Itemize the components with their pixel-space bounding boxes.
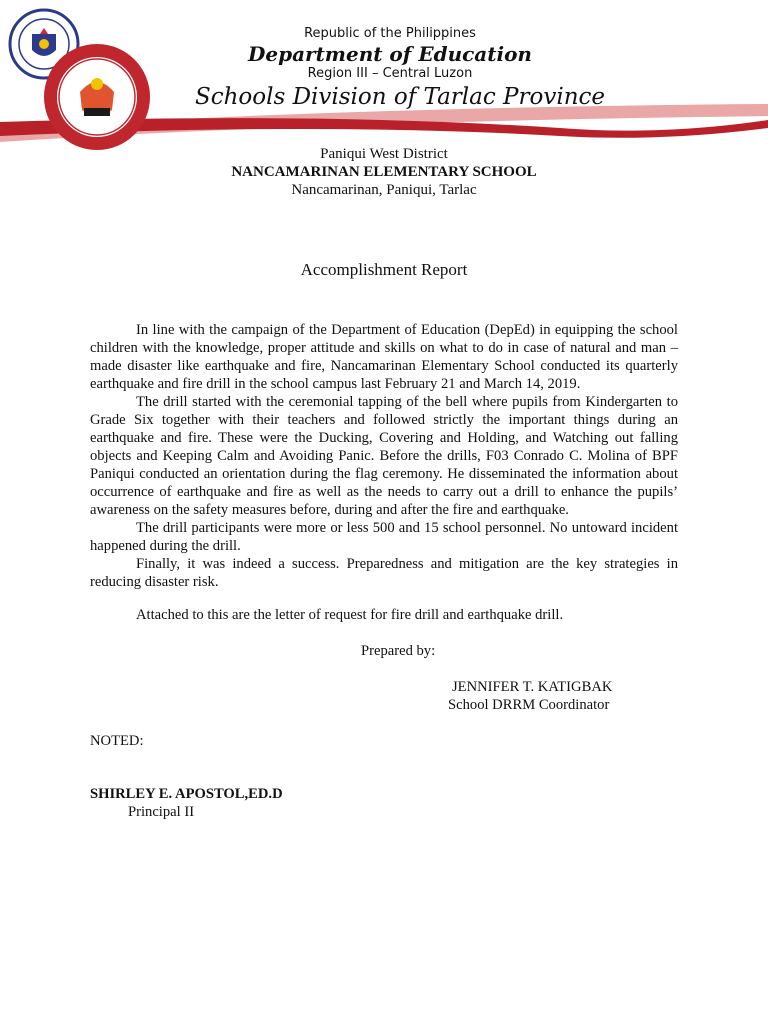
noted-label: NOTED: <box>90 733 144 749</box>
school-address: Nancamarinan, Paniqui, Tarlac <box>291 182 477 198</box>
paragraph-participants: The drill participants were more or less 500 and 15 school personnel. No untoward incident happened during the drill. <box>90 520 678 554</box>
paragraph-conclusion: Finally, it was indeed a success. Preparedness and mitigation are the key strategies in reducing disaster risk. <box>90 556 678 590</box>
report-title: Accomplishment Report <box>300 260 468 279</box>
attachment-note: Attached to this are the letter of request for fire drill and earthquake drill. <box>136 607 564 623</box>
letterhead <box>0 0 768 150</box>
region-label: Region III – Central Luzon <box>307 66 473 81</box>
prepared-by-label: Prepared by: <box>361 643 436 659</box>
republic-label: Republic of the Philippines <box>304 26 476 41</box>
report-body <box>90 321 678 591</box>
preparer-role: School DRRM Coordinator <box>448 697 610 713</box>
tarlac-division-seal-icon <box>42 42 152 152</box>
preparer-name: JENNIFER T. KATIGBAK <box>452 679 613 695</box>
division-label: Schools Division of Tarlac Province <box>194 84 606 110</box>
paragraph-campaign: In line with the campaign of the Department of Education (DepEd) in equipping the school children with the knowledge, proper attitude and skills on what to do in case of natural and man – made disaster like earthquake and fire, Nancamarinan Elementary School conducted its quarterly earthquake and fire drill in the school campus last February 21 and March 14, 2019. <box>90 322 678 392</box>
paragraph-drill: The drill started with the ceremonial tapping of the bell where pupils from Kindergarten to Grade Six together with their teachers and followed strictly the important things during an earthquake and fire. These were the Ducking, Covering and Holding, and Watching out falling objects and Keeping Calm and Avoiding Panic. Before the drills, F03 Conrado C. Molina of BPF Paniqui conducted an orientation during the flag ceremony. He disseminated the information about occurrence of earthquake and fire as well as the needs to carry out a drill to enhance the pupils’ awareness on the safety measures before, during and after the fire and earthquake. <box>90 394 678 518</box>
principal-role: Principal II <box>128 804 195 820</box>
principal-name: SHIRLEY E. APOSTOL,ED.D <box>90 786 283 802</box>
department-label: Department of Education <box>248 42 532 66</box>
school-name: NANCAMARINAN ELEMENTARY SCHOOL <box>231 164 537 180</box>
district-label: Paniqui West District <box>320 146 448 162</box>
